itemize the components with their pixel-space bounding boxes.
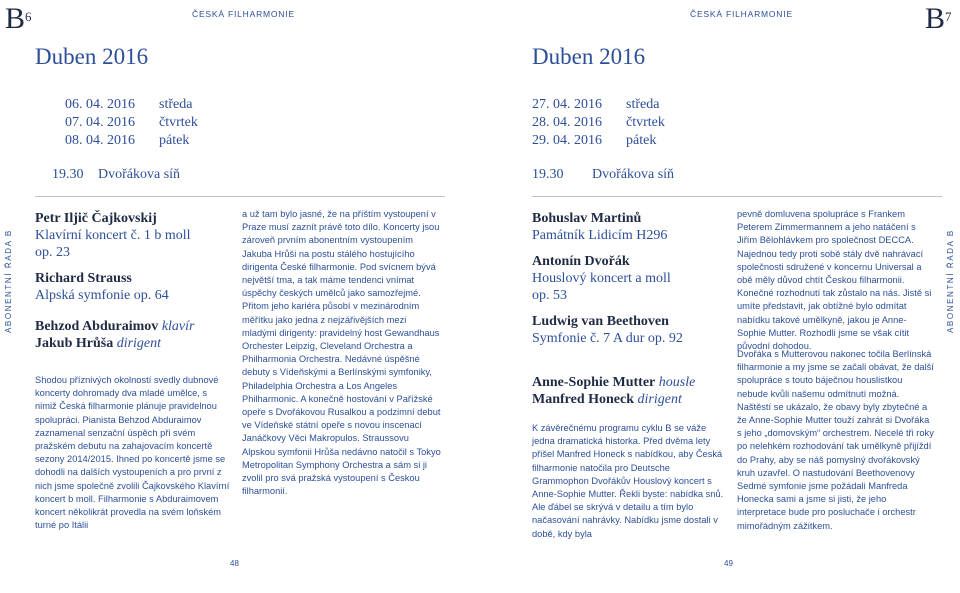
date-row: 27. 04. 2016 středa — [532, 97, 660, 112]
text-column-left-1: Shodou příznivých okolností svedly dubnové koncerty dohromady dva mladé umělce, s nimiž Česká filharmonie plánuje pravidelnou spolupráci. Pianista Behzod Abduraimov zaznamenal senzační úspěch při svém pražském debutu na zahajovacím koncertě sezony 2014/2015. Ihned po koncertě jsme se dohodli na dalších vystoupeních a pro první z nich jsme společně zvolili Čajkovského Klavírní koncert b moll. Filharmonie s Abduraimovem koncert několikrát provedla na svém loňském turné po Itálii — [35, 375, 230, 531]
work-title: Symfonie č. 7 A dur op. 92 — [532, 331, 683, 346]
page-code-left: $B^6$ — [5, 2, 32, 35]
time-venue-left: 19.30 Dvořákova síň — [52, 167, 181, 182]
composer: Ludwig van Beethoven — [532, 314, 669, 329]
date-row: 08. 04. 2016 pátek — [65, 133, 190, 148]
performers-right — [532, 374, 732, 408]
performer: Jakub Hrůša dirigent — [35, 336, 162, 351]
divider-right — [532, 196, 942, 197]
divider-left — [35, 196, 445, 197]
date-row: 28. 04. 2016 čtvrtek — [532, 115, 665, 130]
page-header-right: ČESKÁ FILHARMONIE — [690, 9, 793, 19]
composer: Richard Strauss — [35, 271, 132, 286]
text-column-right-1: K závěrečnému programu cyklu B se váže jedna dramatická historka. Před dvěma lety přišel Manfred Honeck s nabídkou, aby Česká filharmonie natočila pro Deutsche Grammophon Dvořákův Houslový koncert s Anne-Sophie Mutter. Řekli byste: nabídka snů. Ale ďábel se skrývá v detailu a tím bylo načasování nahrávky. Nabídku jsme dostali v době, kdy byla — [532, 423, 724, 539]
text-column-right-2b: Dvořáka s Mutterovou nakonec točila Berlínská filharmonie a my jsme se začali obávat, že další spolupráce s touto báječnou houslistkou nebude kvůli našemu odmítnutí možná. Naštěstí se ukázalo, že obavy byly zbytečné a že Anne-Sophie Mutter touží zahrát si Dvořáka s jeho „domovským“ orchestrem. Necelé tři roky po nelehkém rozhodování tak umělkyně přijíždí do Prahy, aby se náš pomyslný dvořákovský kruh uzavřel. O nastudování Beethovenovy Sedmé symfonie jsme požádali Manfreda Honecka sami a jsme si jisti, že jeho interpretace bude pro posluchače i orchestr mimořádným zážitkem. — [737, 349, 934, 531]
work-title: Alpská symfonie op. 64 — [35, 288, 169, 303]
date-list-right — [532, 96, 665, 150]
work-title: Houslový koncert a moll — [532, 271, 671, 286]
work-opus: op. 23 — [35, 245, 70, 260]
composer: Antonín Dvořák — [532, 254, 630, 269]
month-title-left: Duben 2016 — [35, 44, 149, 69]
performers-left — [35, 318, 235, 352]
time-venue-right: 19.30 Dvořákova síň — [532, 167, 675, 182]
work-title: Klavírní koncert č. 1 b moll — [35, 228, 191, 243]
program-left — [35, 210, 235, 304]
page-number-left: 48 — [230, 559, 239, 568]
text-column-right-2a: pevně domluvena spolupráce s Frankem Peterem Zimmermannem a jeho natáčení s Jiřím Bělohlávkem pro společnost DECCA. Najednou tedy proti sobě stály dvě nahrávací společnosti sdružené v koncernu Universal a obě měly důvod chtít Českou filharmonii. Konečné rozhodnutí tak zůstalo na nás. Jistě si umíte představit, jak obtížné bylo odmítat nabídku takové umělkyně, jakou je Anne-Sophie Mutter. Rozhodli jsme se však cítit původní dohodou. — [737, 209, 932, 352]
date-list-left — [65, 96, 198, 150]
composer: Bohuslav Martinů — [532, 211, 642, 226]
composer: Petr Iljič Čajkovskij — [35, 211, 157, 226]
work-title: Památník Lidicím H296 — [532, 228, 668, 243]
performer: Behzod Abduraimov klavír — [35, 319, 195, 334]
series-label-left: ABONENTNÍ ŘADA B — [4, 229, 13, 333]
date-row: 07. 04. 2016 čtvrtek — [65, 115, 198, 130]
performer: Anne-Sophie Mutter housle — [532, 375, 696, 390]
month-title-right: Duben 2016 — [532, 44, 646, 69]
program-right — [532, 210, 732, 347]
series-label-right: ABONENTNÍ ŘADA B — [946, 229, 955, 333]
page-number-right: 49 — [724, 559, 733, 568]
performer: Manfred Honeck dirigent — [532, 392, 682, 407]
date-row: 06. 04. 2016 středa — [65, 97, 193, 112]
text-column-left-2: a už tam bylo jasné, že na příštím vystoupení v Praze musí zaznít právě toto dílo. Koncerty jsou zároveň prvním abonentním vystoupením Jakuba Hrůši na postu stálého hostujícího dirigenta České filharmonie. Pod svícnem bývá největší tma, a tak máme tendenci vnímat úspěchy českých umělců jako samozřejmé. Přitom jeho kariéra působí v mezinárodním měřítku jako jedna z nejzářivějších mezi mladými dirigenty: pravidelný host Gewandhaus Orchester Leipzig, Cleveland Orchestra a Philharmonia Orchestra. Nedávné úspěšné debuty s Vídeňskými a Berlínskými symfoniky, Philadelphia Orchestra a Los Angeles Philharmonic. A konečně hostování v Pařížské opeře s Dvořákovou Rusalkou a podzimní debut ve Vídeňské státní opeře s novou inscenací Janáčkovy Věci Makropulos. Straussovu Alpskou symfonii Hrůša nedávno natočil s Tokyo Metropolitan Symphony Orchestra a sám si ji zvolil pro svá pražská vystoupení s Českou filharmonií. — [242, 209, 441, 497]
date-row: 29. 04. 2016 pátek — [532, 133, 657, 148]
page-header-left: ČESKÁ FILHARMONIE — [192, 9, 295, 19]
work-opus: op. 53 — [532, 288, 567, 303]
page-code-right: $B^7$ — [925, 2, 952, 35]
